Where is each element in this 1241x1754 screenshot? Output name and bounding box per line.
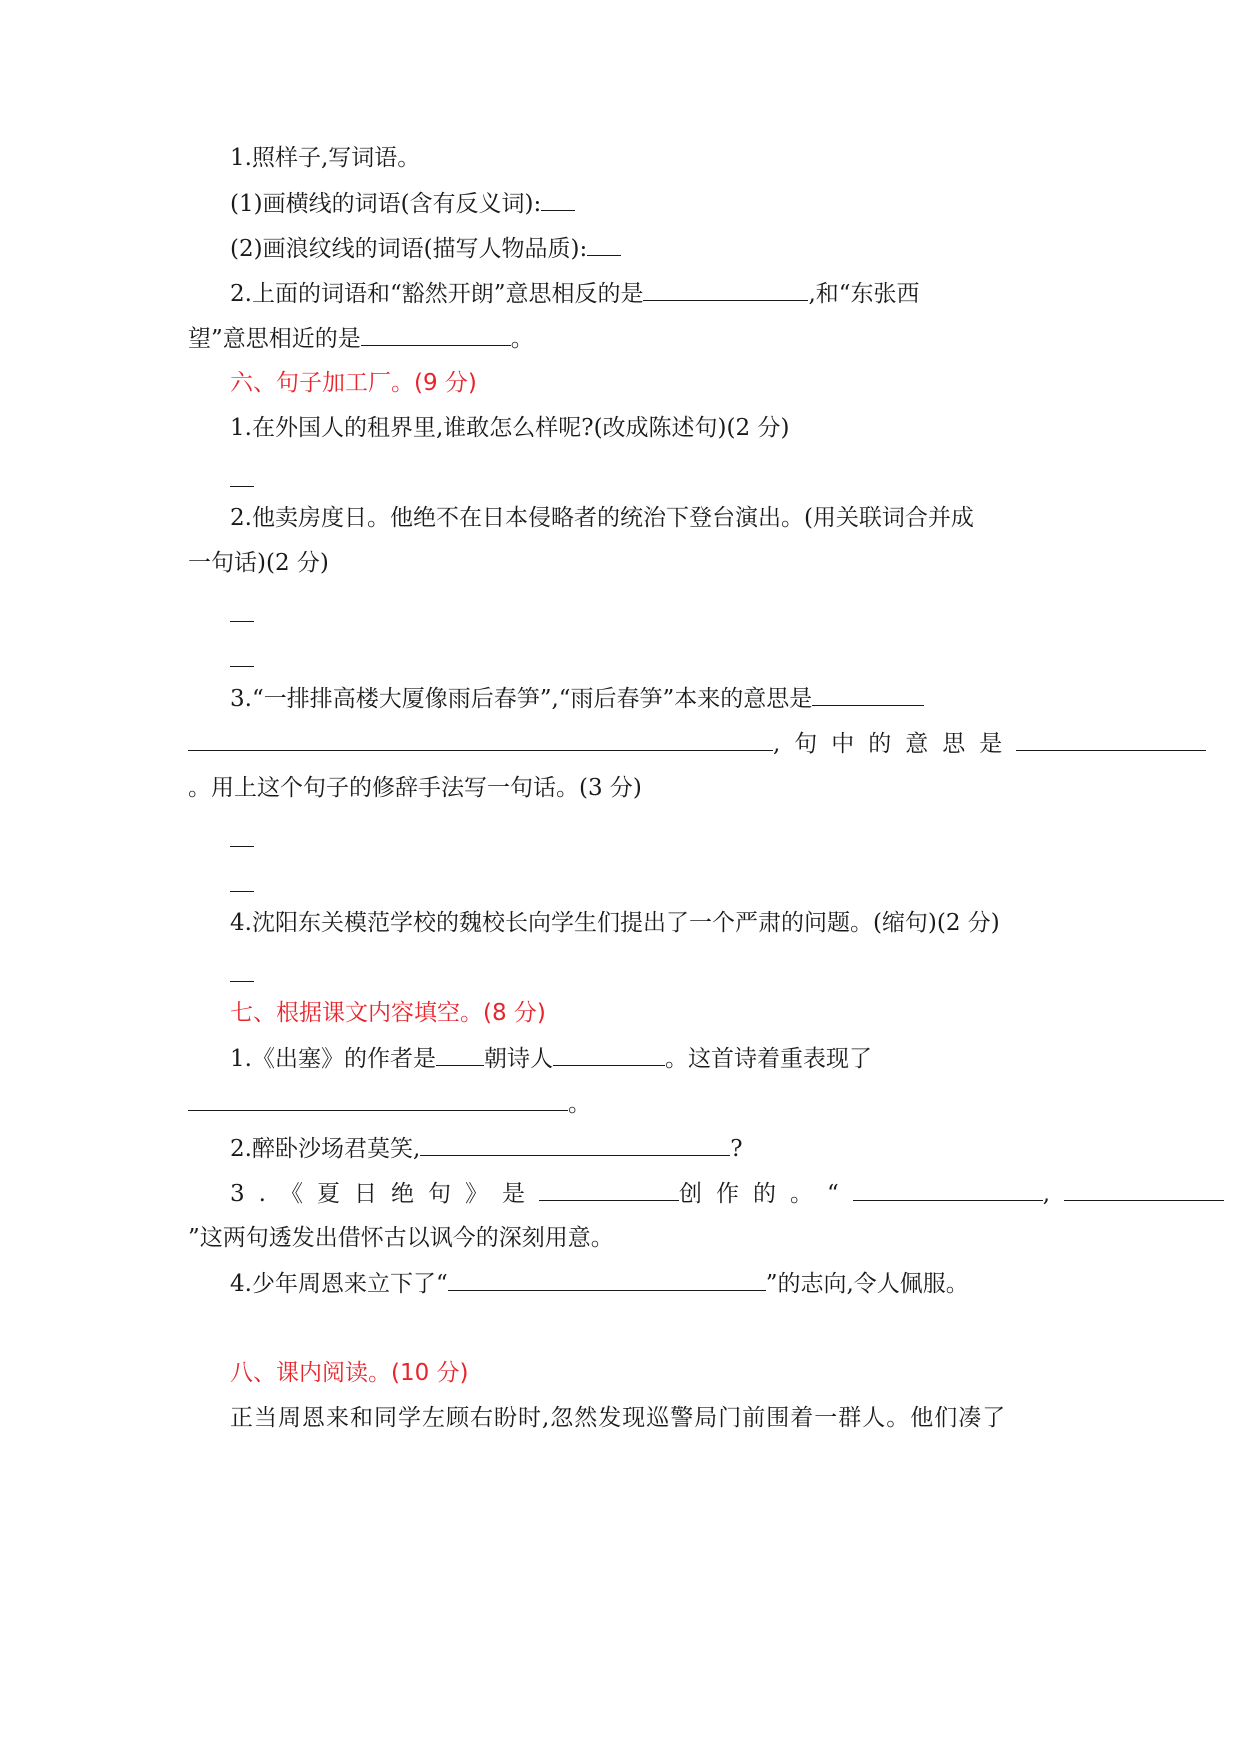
s6-q2-answer-line-2[interactable] — [230, 666, 254, 667]
s7-q3-blank-3[interactable] — [1064, 1178, 1224, 1201]
s5-q1b-text: (2)画浪纹线的词语(描写人物品质): — [230, 236, 588, 262]
s5-q2-blank-1[interactable] — [643, 278, 808, 301]
s7-q3-blank-1[interactable] — [539, 1178, 679, 1201]
s5-q1a-blank[interactable] — [541, 188, 575, 211]
s5-q1: 1.照样子,写词语。 — [230, 145, 421, 171]
s6-q3-answer-line-1[interactable] — [230, 846, 254, 847]
s5-q1a-text: (1)画横线的词语(含有反义词): — [230, 191, 542, 217]
s7-q1-cont — [188, 1088, 1241, 1119]
s7-q4 — [230, 1268, 1241, 1299]
s5-q2-end: 。 — [510, 326, 534, 352]
s7-q4-text-a: 4.少年周恩来立下了“ — [230, 1271, 448, 1297]
s6-q2-cont: 一句话)(2 分) — [188, 550, 329, 576]
section-8-title: 八、课内阅读。(10 分) — [230, 1360, 469, 1386]
s6-q3-cont-2: 。用上这个句子的修辞手法写一句话。(3 分) — [188, 775, 642, 801]
s6-q3-blank-3[interactable] — [1016, 728, 1206, 751]
s5-q2-text-a: 2.上面的词语和“豁然开朗”意思相反的是 — [230, 281, 644, 307]
s7-q3-text-b: 创作的。“ — [678, 1181, 853, 1207]
s6-q4-answer-line[interactable] — [230, 981, 254, 982]
s8-passage-line-1: 正当周恩来和同学左顾右盼时,忽然发现巡警局门前围着一群人。他们凑了 — [230, 1405, 1007, 1431]
s7-q1-end: 。 — [568, 1091, 591, 1117]
s7-q2 — [230, 1133, 1241, 1164]
s7-q1-blank-1[interactable] — [436, 1043, 484, 1066]
s5-q2-cont — [188, 323, 1241, 354]
s5-q2 — [230, 278, 1241, 309]
s5-q1a — [230, 188, 1241, 219]
s7-q4-blank[interactable] — [448, 1268, 766, 1291]
s7-q4-text-b: ”的志向,令人佩服。 — [765, 1271, 969, 1297]
s5-q2-blank-2[interactable] — [361, 323, 511, 346]
s6-q1-answer-line[interactable] — [230, 486, 254, 487]
section-7-title: 七、根据课文内容填空。(8 分) — [230, 1000, 546, 1026]
section-6-title: 六、句子加工厂。(9 分) — [230, 370, 477, 396]
s6-q3 — [230, 683, 1241, 714]
s6-q3-cont — [188, 728, 1241, 759]
s7-q3-blank-2[interactable] — [853, 1178, 1043, 1201]
s6-q3-answer-line-2[interactable] — [230, 891, 254, 892]
s6-q2: 2.他卖房度日。他绝不在日本侵略者的统治下登台演出。(用关联词合并成 — [230, 505, 974, 531]
s5-q1b-blank[interactable] — [587, 233, 621, 256]
s7-q3 — [230, 1178, 1241, 1209]
s7-q3-comma: , — [1042, 1181, 1051, 1207]
s6-q3-text-b: ,句中的意思是 — [773, 731, 1017, 757]
s7-q3-cont: ”这两句透发出借怀古以讽今的深刻用意。 — [188, 1225, 614, 1251]
s7-q2-text: 2.醉卧沙场君莫笑, — [230, 1136, 421, 1162]
s7-q2-end: ? — [730, 1136, 743, 1162]
s5-q1b — [230, 233, 1241, 264]
s7-q1-text-c: 。这首诗着重表现了 — [664, 1046, 872, 1072]
s7-q1 — [230, 1043, 1241, 1074]
s6-q3-blank-2[interactable] — [188, 728, 773, 751]
s5-q2-text-b: ,和“东张西 — [808, 281, 920, 307]
s6-q3-blank-1[interactable] — [812, 683, 924, 706]
s7-q3-text-a: 3.《夏日绝句》是 — [230, 1181, 539, 1207]
s7-q2-blank[interactable] — [420, 1133, 730, 1156]
s6-q1: 1.在外国人的租界里,谁敢怎么样呢?(改成陈述句)(2 分) — [230, 415, 790, 441]
s7-q1-text-a: 1.《出塞》的作者是 — [230, 1046, 436, 1072]
s6-q3-text-a: 3.“一排排高楼大厦像雨后春笋”,“雨后春笋”本来的意思是 — [230, 686, 813, 712]
s6-q2-answer-line-1[interactable] — [230, 621, 254, 622]
s7-q1-blank-2[interactable] — [553, 1043, 665, 1066]
s7-q1-blank-3[interactable] — [188, 1088, 568, 1111]
s7-q1-text-b: 朝诗人 — [483, 1046, 553, 1072]
s5-q2-text-c: 望”意思相近的是 — [188, 326, 361, 352]
s6-q4: 4.沈阳东关模范学校的魏校长向学生们提出了一个严肃的问题。(缩句)(2 分) — [230, 910, 1000, 936]
